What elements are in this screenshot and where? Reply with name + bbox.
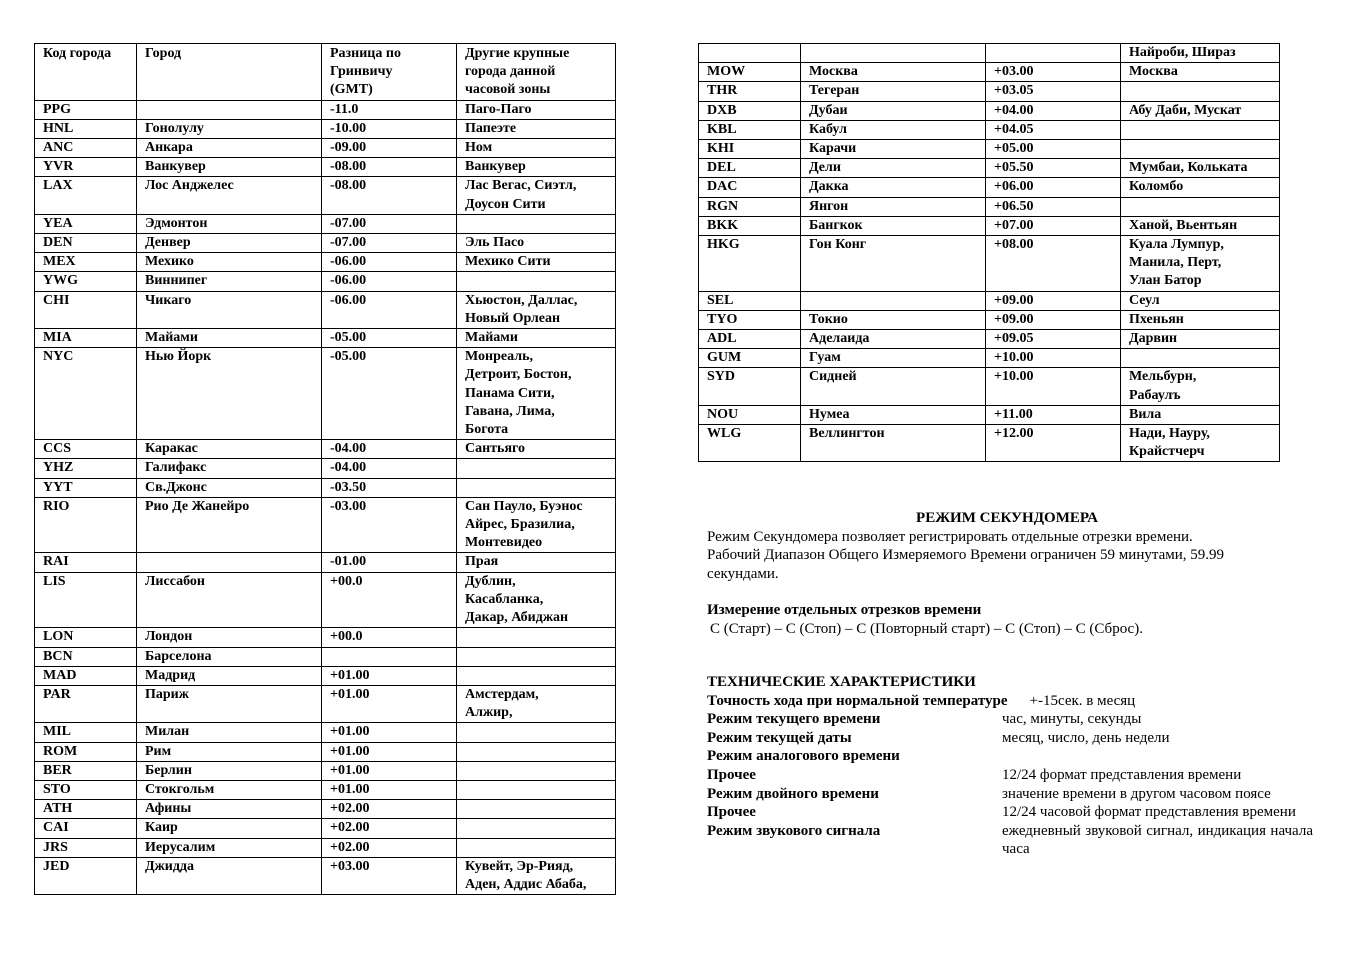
table-row (35, 177, 616, 214)
table-row (35, 838, 616, 857)
other-cities-cell: Ханой, Вьентьян (1121, 216, 1280, 235)
gmt-offset-cell: -09.00 (322, 139, 457, 158)
city-name-cell (137, 100, 322, 119)
table-row (699, 178, 1280, 197)
other-cities-cell: Сантьяго (457, 440, 616, 459)
table-row (35, 440, 616, 459)
city-code-cell: CAI (35, 819, 137, 838)
gmt-offset-cell: +08.00 (986, 236, 1121, 292)
table-row (35, 761, 616, 780)
stopwatch-sequence: С (Старт) – С (Стоп) – С (Повторный старт) – С (Стоп) – С (Сброс). (710, 620, 1143, 637)
city-code-cell: LIS (35, 572, 137, 628)
gmt-offset-cell: -03.50 (322, 478, 457, 497)
city-code-cell: TYO (699, 310, 801, 329)
table-row (699, 159, 1280, 178)
other-cities-cell (457, 214, 616, 233)
table-row (35, 272, 616, 291)
other-cities-cell (1121, 120, 1280, 139)
other-cities-cell (1121, 140, 1280, 159)
other-cities-cell: Коломбо (1121, 178, 1280, 197)
gmt-offset-cell (986, 44, 1121, 63)
table-row (35, 329, 616, 348)
header-city-code: Код города (35, 44, 137, 101)
other-cities-cell: Папеэте (457, 119, 616, 138)
city-code-cell: DAC (699, 178, 801, 197)
stopwatch-description: Режим Секундомера позволяет регистрировать отдельные отрезки времени. Рабочий Диапазон Общего Измеряемого Времени ограничен 59 минутами, 59.99 секундами. (707, 528, 1225, 582)
spec-value (1002, 747, 1313, 766)
city-code-cell: BCN (35, 647, 137, 666)
city-name-cell: Карачи (801, 140, 986, 159)
gmt-offset-cell: +05.00 (986, 140, 1121, 159)
spec-name: Точность хода при нормальной температуре (707, 692, 1008, 709)
city-name-cell: Чикаго (137, 291, 322, 328)
table-row (35, 723, 616, 742)
city-code-cell: DEL (699, 159, 801, 178)
other-cities-cell: Лас Вегас, Сиэтл, Доусон Сити (457, 177, 616, 214)
gmt-offset-cell: -08.00 (322, 158, 457, 177)
city-code-cell: MIL (35, 723, 137, 742)
city-name-cell: Ванкувер (137, 158, 322, 177)
gmt-offset-cell: +12.00 (986, 425, 1121, 462)
table-row (35, 497, 616, 553)
city-code-cell: YWG (35, 272, 137, 291)
gmt-offset-cell: -07.00 (322, 214, 457, 233)
gmt-offset-cell: +01.00 (322, 780, 457, 799)
city-code-cell: DXB (699, 101, 801, 120)
table-row (35, 253, 616, 272)
other-cities-cell: Прая (457, 553, 616, 572)
city-code-cell (699, 44, 801, 63)
spec-value: 12/24 часовой формат представления времени (1002, 804, 1296, 821)
city-code-cell: KHI (699, 140, 801, 159)
city-name-cell: Галифакс (137, 459, 322, 478)
city-code-cell: KBL (699, 120, 801, 139)
table-row (699, 140, 1280, 159)
gmt-offset-cell: -11.0 (322, 100, 457, 119)
gmt-offset-cell: +10.00 (986, 349, 1121, 368)
city-name-cell: Мадрид (137, 666, 322, 685)
table-row (699, 82, 1280, 101)
gmt-offset-cell: -03.00 (322, 497, 457, 553)
table-row (35, 628, 616, 647)
other-cities-cell (457, 478, 616, 497)
spec-row (707, 692, 1313, 711)
city-name-cell: Веллингтон (801, 425, 986, 462)
city-name-cell: Берлин (137, 761, 322, 780)
gmt-offset-cell: -06.00 (322, 291, 457, 328)
city-code-cell: YEA (35, 214, 137, 233)
table-row (35, 459, 616, 478)
other-cities-cell (457, 647, 616, 666)
other-cities-cell: Ном (457, 139, 616, 158)
city-code-cell: BKK (699, 216, 801, 235)
table-row (699, 216, 1280, 235)
city-name-cell: Стокгольм (137, 780, 322, 799)
other-cities-cell: Майами (457, 329, 616, 348)
other-cities-cell (457, 761, 616, 780)
city-code-cell: NOU (699, 405, 801, 424)
gmt-offset-cell: +02.00 (322, 819, 457, 838)
table-row (35, 819, 616, 838)
gmt-offset-cell: +01.00 (322, 742, 457, 761)
stopwatch-subtitle: Измерение отдельных отрезков времени (707, 602, 982, 618)
table-row (35, 647, 616, 666)
city-name-cell: Барселона (137, 647, 322, 666)
stopwatch-title: РЕЖИМ СЕКУНДОМЕРА (916, 510, 1098, 526)
table-row (699, 120, 1280, 139)
other-cities-cell: Вила (1121, 405, 1280, 424)
other-cities-cell: Амстердам, Алжир, (457, 685, 616, 722)
timezone-table-right (698, 43, 1280, 462)
city-code-cell: THR (699, 82, 801, 101)
city-name-cell: Дубаи (801, 101, 986, 120)
other-cities-cell: Куала Лумпур, Манила, Перт, Улан Батор (1121, 236, 1280, 292)
city-code-cell: DEN (35, 234, 137, 253)
gmt-offset-cell: -04.00 (322, 459, 457, 478)
other-cities-cell: Паго-Паго (457, 100, 616, 119)
other-cities-cell: Монреаль, Детроит, Бостон, Панама Сити, Гавана, Лима, Богота (457, 348, 616, 440)
gmt-offset-cell: +03.00 (322, 857, 457, 894)
city-code-cell: RIO (35, 497, 137, 553)
city-name-cell: Афины (137, 800, 322, 819)
spec-name: Режим двойного времени (707, 785, 879, 802)
city-name-cell: Нумеа (801, 405, 986, 424)
city-name-cell: Дакка (801, 178, 986, 197)
gmt-offset-cell: -04.00 (322, 440, 457, 459)
table-row (699, 330, 1280, 349)
gmt-offset-cell: +11.00 (986, 405, 1121, 424)
city-name-cell: Бангкок (801, 216, 986, 235)
gmt-offset-cell: -06.00 (322, 253, 457, 272)
city-name-cell: Джидда (137, 857, 322, 894)
other-cities-cell: Найроби, Шираз (1121, 44, 1280, 63)
gmt-offset-cell: +09.05 (986, 330, 1121, 349)
city-name-cell: Париж (137, 685, 322, 722)
gmt-offset-cell: -06.00 (322, 272, 457, 291)
spec-row (707, 785, 1313, 804)
city-name-cell: Каракас (137, 440, 322, 459)
table-row (35, 553, 616, 572)
spec-name: Прочее (707, 766, 756, 783)
other-cities-cell (1121, 349, 1280, 368)
city-code-cell: GUM (699, 349, 801, 368)
table-row (699, 368, 1280, 405)
other-cities-cell (457, 723, 616, 742)
city-code-cell: WLG (699, 425, 801, 462)
header-city: Город (137, 44, 322, 101)
other-cities-cell (457, 742, 616, 761)
city-name-cell: Москва (801, 63, 986, 82)
spec-value: 12/24 формат представления времени (1002, 766, 1242, 783)
other-cities-cell: Эль Пасо (457, 234, 616, 253)
city-name-cell: Нью Йорк (137, 348, 322, 440)
gmt-offset-cell: +01.00 (322, 685, 457, 722)
table-row (35, 572, 616, 628)
gmt-offset-cell: +05.50 (986, 159, 1121, 178)
city-code-cell: YVR (35, 158, 137, 177)
city-code-cell: BER (35, 761, 137, 780)
other-cities-cell (457, 780, 616, 799)
city-name-cell: Эдмонтон (137, 214, 322, 233)
spec-name: Прочее (707, 804, 756, 821)
stopwatch-section (707, 509, 1307, 638)
gmt-offset-cell: -08.00 (322, 177, 457, 214)
table-row (35, 800, 616, 819)
city-name-cell: Мехико (137, 253, 322, 272)
city-code-cell: SEL (699, 291, 801, 310)
other-cities-cell (1121, 82, 1280, 101)
other-cities-cell: Мехико Сити (457, 253, 616, 272)
city-name-cell: Денвер (137, 234, 322, 253)
city-name-cell: Лондон (137, 628, 322, 647)
table-row (699, 101, 1280, 120)
other-cities-cell: Дарвин (1121, 330, 1280, 349)
gmt-offset-cell: +06.00 (986, 178, 1121, 197)
gmt-offset-cell: +01.00 (322, 761, 457, 780)
city-name-cell: Токио (801, 310, 986, 329)
gmt-offset-cell: +09.00 (986, 310, 1121, 329)
gmt-offset-cell: -05.00 (322, 329, 457, 348)
city-code-cell: CHI (35, 291, 137, 328)
other-cities-cell: Ванкувер (457, 158, 616, 177)
city-code-cell: STO (35, 780, 137, 799)
table-row (35, 139, 616, 158)
table-row (699, 44, 1280, 63)
city-name-cell: Рим (137, 742, 322, 761)
gmt-offset-cell: +00.0 (322, 572, 457, 628)
city-name-cell (801, 291, 986, 310)
city-code-cell: ANC (35, 139, 137, 158)
other-cities-cell: Москва (1121, 63, 1280, 82)
city-name-cell: Анкара (137, 139, 322, 158)
spec-value: значение времени в другом часовом поясе (1002, 785, 1271, 802)
spec-name: Режим текущей даты (707, 729, 852, 746)
header-other-cities: Другие крупные города данной часовой зоны (457, 44, 616, 101)
table-row (35, 100, 616, 119)
city-code-cell: CCS (35, 440, 137, 459)
other-cities-cell (1121, 197, 1280, 216)
spec-name: Режим звукового сигнала (707, 822, 881, 839)
gmt-offset-cell: +00.0 (322, 628, 457, 647)
table-row (35, 291, 616, 328)
city-name-cell: Янгон (801, 197, 986, 216)
header-gmt-offset: Разница по Гринвичу (GMT) (322, 44, 457, 101)
city-name-cell: Милан (137, 723, 322, 742)
spec-value: +-15сек. в месяц (1029, 692, 1136, 709)
gmt-offset-cell: -01.00 (322, 553, 457, 572)
gmt-offset-cell: +03.00 (986, 63, 1121, 82)
city-code-cell: LAX (35, 177, 137, 214)
table-row (699, 349, 1280, 368)
city-code-cell: MEX (35, 253, 137, 272)
city-code-cell: HKG (699, 236, 801, 292)
table-row (35, 214, 616, 233)
city-name-cell (801, 44, 986, 63)
table-row (699, 197, 1280, 216)
specs-section (707, 673, 1313, 859)
table-row (35, 685, 616, 722)
gmt-offset-cell: +04.05 (986, 120, 1121, 139)
gmt-offset-cell: +10.00 (986, 368, 1121, 405)
city-code-cell: NYC (35, 348, 137, 440)
city-name-cell: Св.Джонс (137, 478, 322, 497)
table-row (699, 425, 1280, 462)
other-cities-cell: Кувейт, Эр-Рияд, Аден, Аддис Абаба, (457, 857, 616, 894)
other-cities-cell: Мумбаи, Кольката (1121, 159, 1280, 178)
other-cities-cell: Нади, Науру, Крайстчерч (1121, 425, 1280, 462)
gmt-offset-cell (322, 647, 457, 666)
table-row (35, 119, 616, 138)
table-row (699, 405, 1280, 424)
table-row (35, 666, 616, 685)
spec-value: месяц, число, день недели (1002, 729, 1170, 746)
city-name-cell: Аделаида (801, 330, 986, 349)
other-cities-cell (457, 838, 616, 857)
city-code-cell: LON (35, 628, 137, 647)
timezone-table-left (34, 43, 616, 895)
city-name-cell: Лос Анджелес (137, 177, 322, 214)
other-cities-cell (457, 459, 616, 478)
table-row (699, 236, 1280, 292)
table-row (35, 158, 616, 177)
specs-title: ТЕХНИЧЕСКИЕ ХАРАКТЕРИСТИКИ (707, 674, 976, 690)
gmt-offset-cell: +09.00 (986, 291, 1121, 310)
city-code-cell: HNL (35, 119, 137, 138)
city-code-cell: RGN (699, 197, 801, 216)
city-code-cell: MAD (35, 666, 137, 685)
table-row (35, 234, 616, 253)
gmt-offset-cell: +07.00 (986, 216, 1121, 235)
spec-value: час, минуты, секунды (1002, 711, 1142, 728)
city-name-cell: Тегеран (801, 82, 986, 101)
city-code-cell: RAI (35, 553, 137, 572)
other-cities-cell (457, 272, 616, 291)
table-row (699, 310, 1280, 329)
city-name-cell: Гон Конг (801, 236, 986, 292)
city-code-cell: ATH (35, 800, 137, 819)
gmt-offset-cell: +03.05 (986, 82, 1121, 101)
city-name-cell: Рио Де Жанейро (137, 497, 322, 553)
table-row (35, 780, 616, 799)
table-header-row (35, 44, 616, 101)
table-row (699, 291, 1280, 310)
table-row (699, 63, 1280, 82)
city-code-cell: PPG (35, 100, 137, 119)
gmt-offset-cell: +06.50 (986, 197, 1121, 216)
gmt-offset-cell: -05.00 (322, 348, 457, 440)
other-cities-cell: Абу Даби, Мускат (1121, 101, 1280, 120)
city-code-cell: SYD (699, 368, 801, 405)
city-code-cell: PAR (35, 685, 137, 722)
other-cities-cell: Сан Пауло, Буэнос Айрес, Бразилиа, Монтевидео (457, 497, 616, 553)
other-cities-cell (457, 628, 616, 647)
other-cities-cell: Сеул (1121, 291, 1280, 310)
city-name-cell: Дели (801, 159, 986, 178)
city-code-cell: ROM (35, 742, 137, 761)
other-cities-cell (457, 800, 616, 819)
city-name-cell: Сидней (801, 368, 986, 405)
city-code-cell: JED (35, 857, 137, 894)
city-code-cell: MOW (699, 63, 801, 82)
spec-row (707, 803, 1313, 822)
spec-value: ежедневный звуковой сигнал, индикация начала часа (1002, 822, 1313, 858)
city-code-cell: YHZ (35, 459, 137, 478)
gmt-offset-cell: +01.00 (322, 666, 457, 685)
city-name-cell: Иерусалим (137, 838, 322, 857)
gmt-offset-cell: -10.00 (322, 119, 457, 138)
city-name-cell: Каир (137, 819, 322, 838)
table-row (35, 478, 616, 497)
city-name-cell: Гонолулу (137, 119, 322, 138)
other-cities-cell: Мельбурн, Рабаулъ (1121, 368, 1280, 405)
city-name-cell (137, 553, 322, 572)
spec-name: Режим текущего времени (707, 711, 881, 728)
other-cities-cell: Хьюстон, Даллас, Новый Орлеан (457, 291, 616, 328)
gmt-offset-cell: -07.00 (322, 234, 457, 253)
city-code-cell: ADL (699, 330, 801, 349)
spec-row (707, 766, 1313, 785)
city-name-cell: Майами (137, 329, 322, 348)
city-code-cell: YYT (35, 478, 137, 497)
other-cities-cell (457, 666, 616, 685)
spec-row (707, 747, 1313, 766)
spec-row (707, 822, 1313, 859)
gmt-offset-cell: +02.00 (322, 800, 457, 819)
table-row (35, 348, 616, 440)
city-name-cell: Гуам (801, 349, 986, 368)
city-name-cell: Лиссабон (137, 572, 322, 628)
spec-name: Режим аналогового времени (707, 748, 900, 765)
city-name-cell: Виннипег (137, 272, 322, 291)
gmt-offset-cell: +01.00 (322, 723, 457, 742)
table-row (35, 742, 616, 761)
table-row (35, 857, 616, 894)
city-name-cell: Кабул (801, 120, 986, 139)
city-code-cell: JRS (35, 838, 137, 857)
other-cities-cell: Дублин, Касабланка, Дакар, Абиджан (457, 572, 616, 628)
gmt-offset-cell: +04.00 (986, 101, 1121, 120)
city-code-cell: MIA (35, 329, 137, 348)
other-cities-cell: Пхеньян (1121, 310, 1280, 329)
gmt-offset-cell: +02.00 (322, 838, 457, 857)
spec-row (707, 729, 1313, 748)
other-cities-cell (457, 819, 616, 838)
spec-row (707, 710, 1313, 729)
